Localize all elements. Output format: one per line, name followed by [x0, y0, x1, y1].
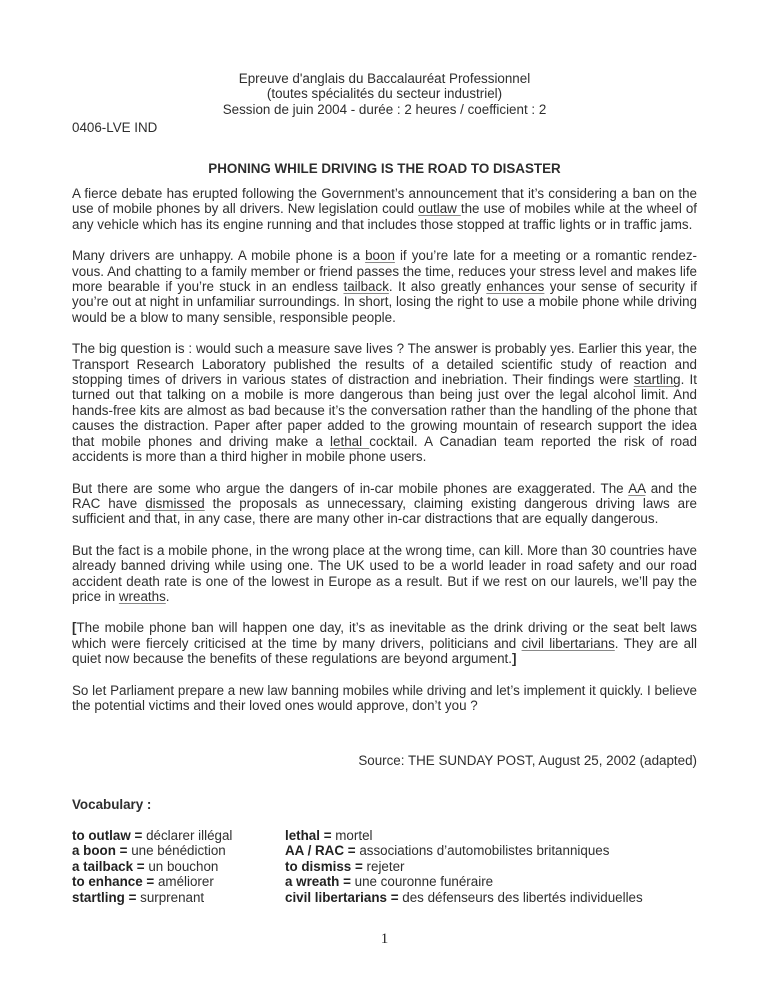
vocab-translation: des défenseurs des libertés individuelles: [402, 889, 643, 905]
vocab-translation: améliorer: [157, 874, 214, 890]
exam-header: [72, 71, 697, 117]
vocabulary-column-left: [72, 828, 232, 905]
vocabulary-column-right: [285, 828, 643, 905]
vocab-word-outlaw: outlaw: [418, 201, 461, 217]
vocabulary-item: [72, 828, 232, 843]
vocab-term: civil libertarians: [285, 889, 387, 905]
vocab-translation: mortel: [335, 828, 373, 843]
vocab-word-startling: startling: [633, 372, 681, 388]
vocabulary-item: [285, 874, 643, 889]
vocab-translation: associations d’automobilistes britanniques: [359, 843, 610, 859]
paragraph-7: So let Parliament prepare a new law banning mobiles while driving and let’s implement it quickly. I believe the potential victims and their loved ones would approve, don’t you ?: [72, 682, 697, 713]
equals-sign: =: [390, 889, 399, 905]
vocabulary-heading: Vocabulary :: [72, 797, 152, 812]
vocab-translation: une couronne funéraire: [354, 874, 494, 890]
equals-sign: =: [136, 858, 145, 874]
text-run: The big question is : would such a measure save lives ? The answer is probably yes. Earlier this year, the Transport Research Laboratory published the results of a detailed scientific study of reaction and stopping times of drivers in various states of distraction and inebriation. Their findings were: [72, 341, 697, 388]
text-run: the use of mobiles while at the wheel of any vehicle which has its engine running and that includes those stopped at traffic lights or in traffic jams.: [72, 201, 697, 232]
vocab-word-dismissed: dismissed: [145, 495, 205, 511]
paragraph-5: [72, 543, 697, 605]
text-run: the proposals as unnecessary, claiming existing dangerous driving laws are sufficient and that, in any case, there are many other in-car distractions that are equally dangerous.: [72, 495, 697, 527]
paragraph-2: [72, 248, 697, 325]
vocabulary-item: [72, 859, 232, 874]
equals-sign: =: [146, 874, 155, 890]
close-bracket: ]: [511, 651, 517, 667]
vocab-term: a tailback: [72, 858, 134, 874]
text-run: A fierce debate has erupted following the Government’s announcement that it’s considering a ban on the use of mobile phones by all drivers. New legislation could: [72, 186, 697, 217]
vocab-word-aa: AA: [628, 480, 646, 496]
vocab-word-civil-libertarians: civil libertarians: [521, 635, 615, 651]
text-run: The mobile phone ban will happen one day, it’s as inevitable as the drink driving or the seat belt laws which were fiercely criticised at the time by many drivers, politicians and: [72, 620, 697, 651]
vocab-translation: une bénédiction: [131, 843, 226, 859]
vocab-term: AA / RAC: [285, 843, 345, 859]
vocab-term: a wreath: [285, 874, 340, 890]
vocab-translation: surprenant: [140, 889, 205, 905]
exam-header-line-1: Epreuve d'anglais du Baccalauréat Professionnel: [238, 71, 531, 86]
vocab-word-enhances: enhances: [486, 279, 545, 295]
vocabulary-item: [285, 859, 643, 874]
text-run: and the RAC have: [72, 480, 697, 511]
vocab-word-boon: boon: [365, 248, 395, 264]
vocab-term: to enhance: [72, 874, 143, 890]
vocabulary-item: [285, 828, 643, 843]
source-citation: Source: THE SUNDAY POST, August 25, 2002 (adapted): [358, 753, 697, 768]
vocabulary-item: [72, 890, 232, 905]
paragraph-6-bracketed: [72, 620, 697, 666]
vocab-translation: déclarer illégal: [146, 828, 233, 843]
equals-sign: =: [128, 889, 137, 905]
text-run: . It turned out that talking on a mobile is more dangerous than being just over the legal alcohol limit. And hands-free kits are almost as bad because it’s the conversation rather than the handling of the phone that causes the distraction. Paper after paper added to the growing mountain of research support the idea that mobile phones and driving make a: [72, 372, 697, 449]
equals-sign: =: [119, 843, 128, 859]
vocab-word-lethal: lethal: [330, 433, 370, 449]
text-run: your sense of security if you’re out at night in unfamiliar surroundings. In short, losing the right to use a mobile phone while driving would be a blow to many sensible, responsible people.: [72, 279, 698, 325]
equals-sign: =: [134, 828, 143, 843]
equals-sign: =: [323, 828, 332, 843]
vocab-translation: rejeter: [366, 858, 405, 874]
text-run: Many drivers are unhappy. A mobile phone is a: [72, 248, 366, 264]
text-run: cocktail. A Canadian team reported the risk of road accidents is more than a third higher in mobile phone users.: [72, 433, 698, 465]
page-number: 1: [380, 931, 389, 947]
text-run: But there are some who argue the dangers of in-car mobile phones are exaggerated. The: [72, 480, 629, 496]
vocabulary-item: [285, 843, 643, 858]
paragraph-4: [72, 481, 697, 527]
paragraph-3: [72, 341, 697, 464]
article-body: [72, 186, 697, 729]
equals-sign: =: [343, 874, 351, 890]
equals-sign: =: [354, 858, 363, 874]
vocabulary-item: [72, 874, 232, 889]
vocab-term: startling: [72, 889, 125, 905]
vocab-word-wreaths: wreaths: [118, 588, 166, 604]
paragraph-1: [72, 186, 697, 232]
text-run: . It also greatly: [388, 279, 487, 295]
vocab-word-tailback: tailback: [343, 279, 389, 295]
open-bracket: [: [72, 620, 77, 636]
text-run: But the fact is a mobile phone, in the wrong place at the wrong time, can kill. More than 30 countries have already banned driving while using one. The UK used to be a world leader in road safety and our road accident death rate is one of the lowest in Europe as a result. But if we rest on our laurels, we’ll pay the price in: [72, 542, 697, 604]
vocab-term: lethal: [285, 828, 320, 843]
text-run: .: [165, 588, 170, 604]
equals-sign: =: [347, 843, 356, 859]
vocab-term: to outlaw: [72, 828, 131, 843]
text-run: . They are all quiet now because the benefits of these regulations are beyond argument.: [72, 635, 697, 667]
vocab-term: a boon: [72, 843, 116, 859]
article-title: PHONING WHILE DRIVING IS THE ROAD TO DISASTER: [208, 161, 561, 176]
exam-code: 0406-LVE IND: [72, 120, 158, 135]
vocabulary-item: [285, 890, 643, 905]
exam-header-line-3: Session de juin 2004 - durée : 2 heures / coefficient : 2: [222, 101, 547, 117]
text-run: if you’re late for a meeting or a romantic rendez-vous. And chatting to a family member or friend passes the time, reduces your stress level and makes life more bearable if you’re stuck in an endless: [72, 248, 697, 295]
exam-header-line-2: (toutes spécialités du secteur industriel): [266, 86, 503, 102]
vocab-translation: un bouchon: [148, 858, 219, 874]
vocab-term: to dismiss: [285, 858, 352, 874]
vocabulary-item: [72, 843, 232, 858]
